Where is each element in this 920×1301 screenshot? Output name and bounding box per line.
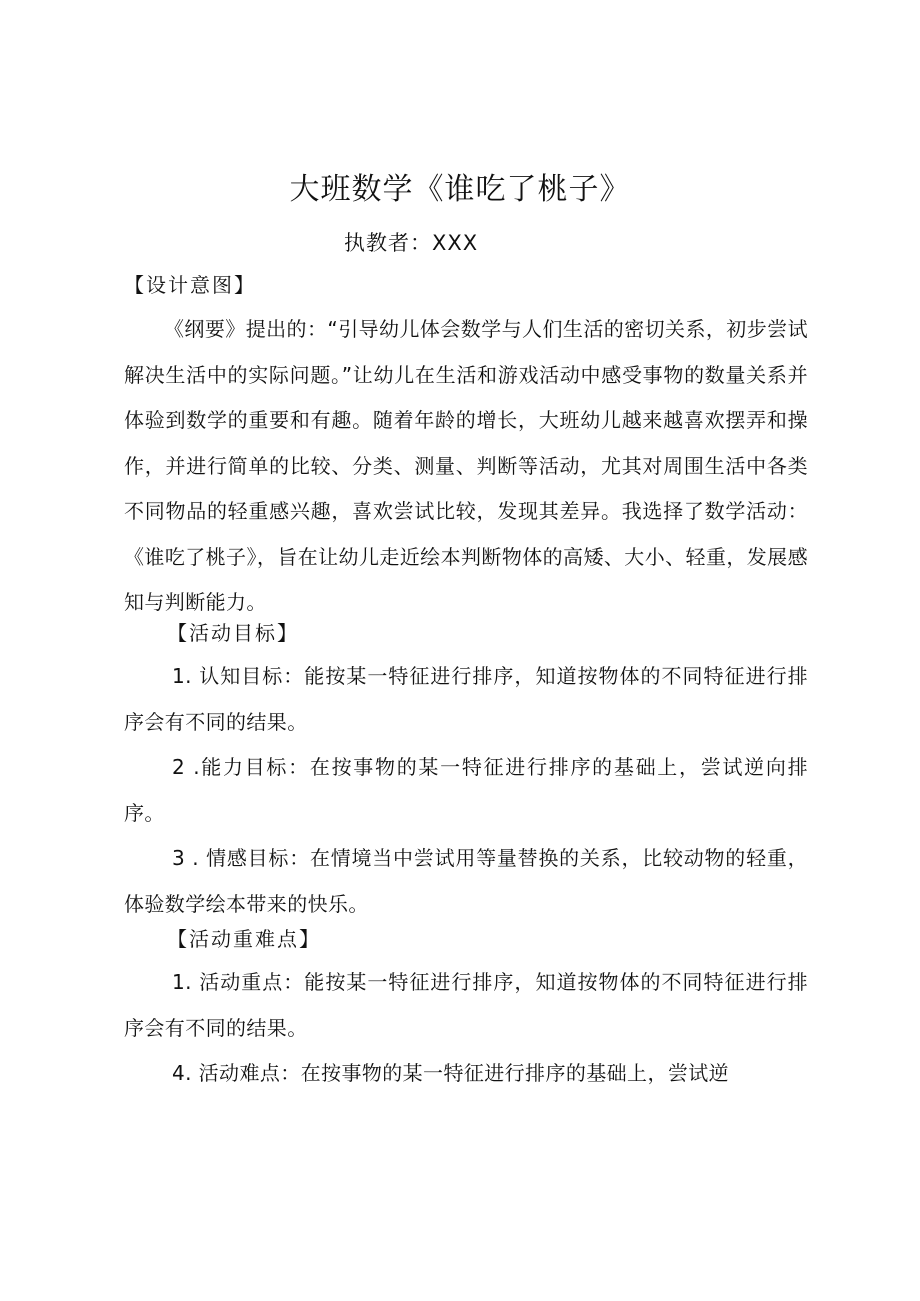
section-heading-key-points: 【活动重难点】 [167,927,321,951]
document-title: 大班数学《谁吃了桃子》 [289,172,631,207]
key-point-item-1: 1. 活动重点：能按某一特征进行排序，知道按物体的不同特征进行排序会有不同的结果。 [124,970,808,1040]
goal-item-3: 3 . 情感目标：在情境当中尝试用等量替换的关系，比较动物的轻重，体验数学绘本带来的快乐。 [124,846,808,916]
design-intent-paragraph: 《纲要》提出的：“引导幼儿体会数学与人们生活的密切关系，初步尝试解决生活中的实际问题。”让幼儿在生活和游戏活动中感受事物的数量关系并体验到数学的重要和有趣。随着年龄的增长，大班幼儿越来越喜欢摆弄和操作，并进行简单的比较、分类、测量、判断等活动，尤其对周围生活中各类不同物品的轻重感兴趣，喜欢尝试比较，发现其差异。我选择了数学活动：《谁吃了桃子》，旨在让幼儿走近绘本判断物体的高矮、大小、轻重，发展感知与判断能力。 [124,317,808,614]
section-heading-goals: 【活动目标】 [167,621,299,645]
goal-item-2: 2 .能力目标：在按事物的某一特征进行排序的基础上，尝试逆向排序。 [124,755,808,825]
key-point-item-2: 4. 活动难点：在按事物的某一特征进行排序的基础上，尝试逆 [172,1061,730,1085]
author-line: 执教者：XXX [344,231,479,255]
section-heading-design-intent: 【设计意图】 [124,273,256,297]
goal-item-1: 1. 认知目标：能按某一特征进行排序，知道按物体的不同特征进行排序会有不同的结果。 [124,664,808,734]
